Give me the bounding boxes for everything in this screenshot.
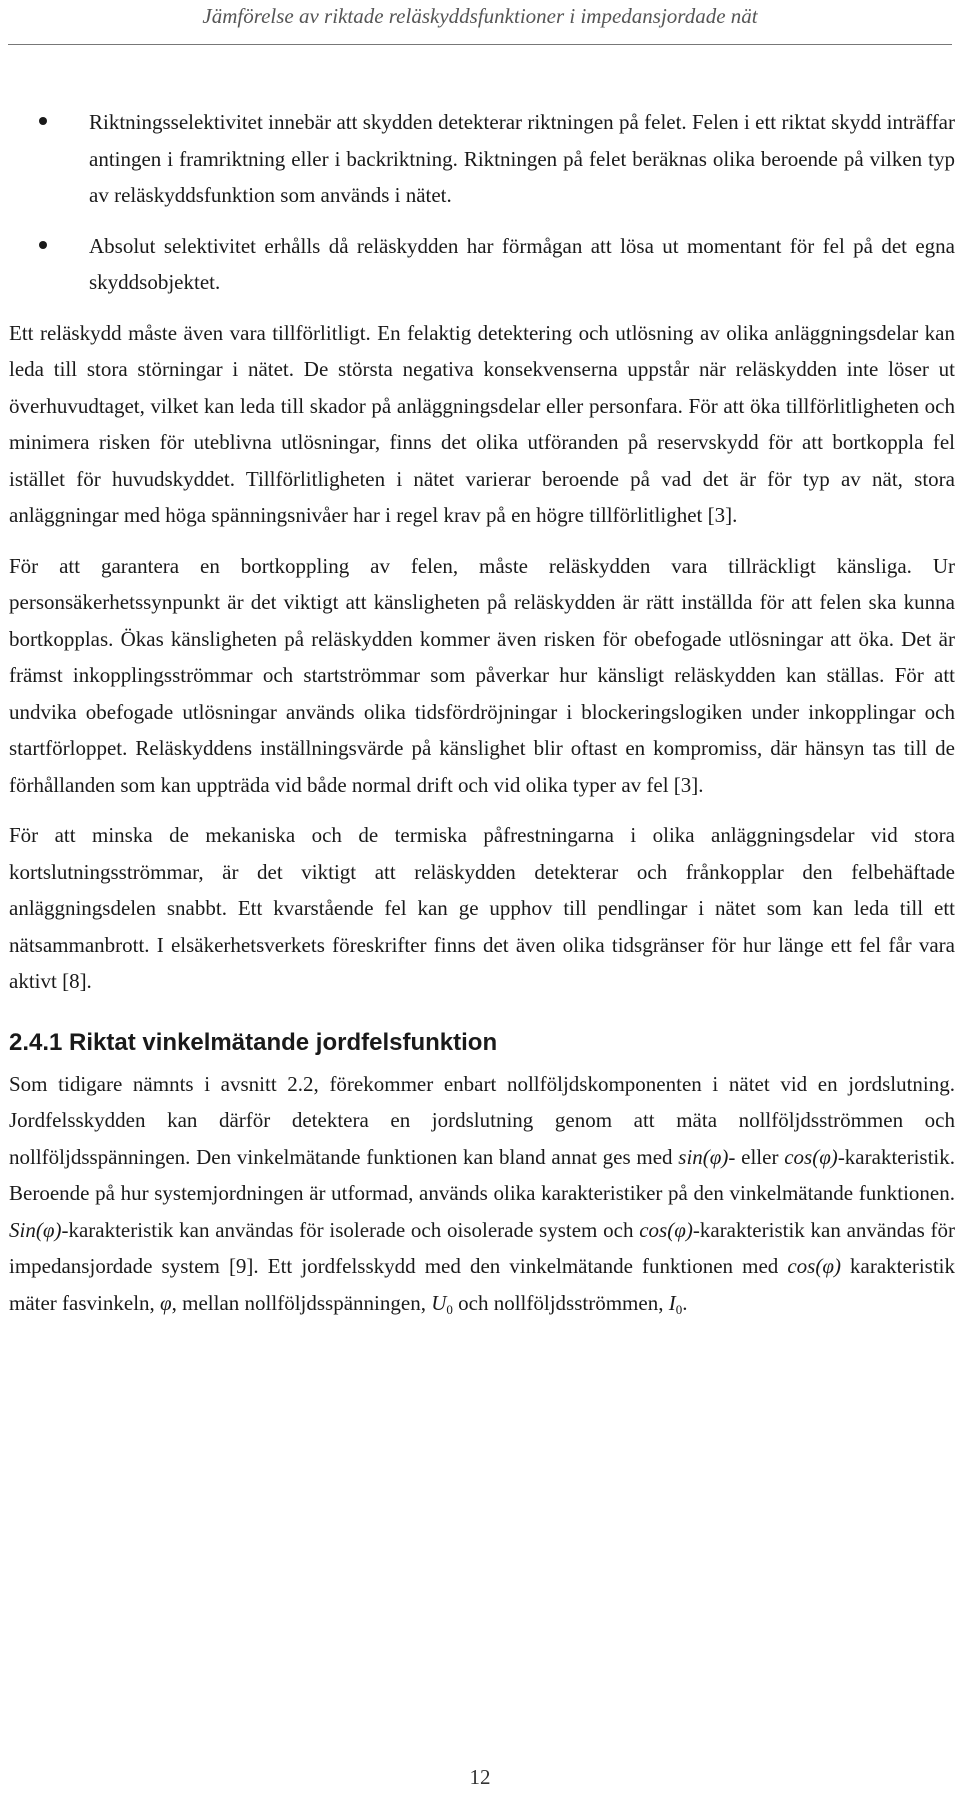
text-run: -karakteristik. Beroende på hur systemjordningen är utformad, används olika karakteristiker på den vinkelmätande funktionen.: [9, 1144, 956, 1205]
bullet-icon: [39, 241, 47, 249]
page-body: [9, 104, 955, 1321]
math-phi: φ: [160, 1290, 172, 1315]
bullet-item: [9, 228, 955, 301]
math-sin-phi: Sin(φ): [9, 1217, 62, 1242]
text-run: - eller: [728, 1144, 785, 1169]
text-run: -karakteristik kan användas för impedansjordade system [9]. Ett jordfelsskydd med den vinkelmätande funktionen med: [9, 1217, 955, 1278]
text-run: och nollföljdsströmmen,: [452, 1290, 669, 1315]
paragraph-directional-earth-fault: [9, 1066, 955, 1322]
running-header: Jämförelse av riktade reläskyddsfunktioner i impedansjordade nät: [202, 4, 758, 28]
text-run: .: [682, 1290, 688, 1315]
section-heading: 2.4.1 Riktat vinkelmätande jordfelsfunktion: [9, 1028, 498, 1056]
text-run: -karakteristik kan användas för isolerade och oisolerade system och: [61, 1217, 640, 1242]
math-cos-phi: cos(φ): [787, 1254, 841, 1278]
math-cos-phi: cos(φ): [784, 1144, 838, 1169]
math-subscript: 0: [446, 1301, 453, 1317]
bullet-item: [9, 104, 955, 214]
math-current-symbol: I: [668, 1290, 676, 1315]
bullet-icon: [39, 117, 47, 125]
math-sin-phi: sin(φ): [678, 1144, 729, 1169]
page-number: 12: [469, 1765, 491, 1789]
text-run: karakteristik mäter fasvinkeln,: [9, 1254, 955, 1315]
bullet-text: Riktningsselektivitet innebär att skydden detekterar riktningen på felet. Felen i ett riktat skydd inträffar antingen i framriktning eller i backriktning. Riktningen på felet beräknas olika beroende på vilken typ av reläskyddsfunktion som används i nätet.: [89, 110, 955, 207]
math-voltage-symbol: U: [431, 1290, 447, 1315]
bullet-text: Absolut selektivitet erhålls då reläskydden har förmågan att lösa ut momentant för fel på det egna skyddsobjektet.: [89, 233, 955, 294]
text-run: Som tidigare nämnts i avsnitt 2.2, förekommer enbart nollföljdskomponenten i nätet vid en jordslutning. Jordfelsskydden kan därför detektera en jordslutning genom att mäta nollföljdsströmmen och nollföljdsspänningen. Den vinkelmätande funktionen kan bland annat ges med: [9, 1071, 955, 1169]
bullet-list: [9, 104, 955, 301]
paragraph-speed: För att minska de mekaniska och de termiska påfrestningarna i olika anläggningsdelar vid stora kortslutningsströmmar, är det viktigt att reläskydden detekterar och frånkopplar den felbehäftade anläggningsdelen snabbt. Ett kvarstående fel kan ge upphov till pendlingar i nätet som kan leda till ett nätsammanbrott. I elsäkerhetsverkets föreskrifter finns det även olika tidsgränser för hur länge ett fel får vara aktivt [8].: [9, 823, 955, 993]
math-subscript: 0: [675, 1301, 683, 1317]
math-cos-phi: cos(φ): [639, 1217, 693, 1242]
header-divider: [8, 44, 952, 45]
paragraph-sensitivity: För att garantera en bortkoppling av felen, måste reläskydden vara tillräckligt känsliga. Ur personsäkerhetssynpunkt är det viktigt att känsligheten på reläskydden är rätt inställda för att felen ska kunna bortkopplas. Ökas känsligheten på reläskydden kommer även risken för obefogade utlösningar att öka. Det är främst inkopplingsströmmar och startströmmar som påverkar hur känsligt reläskydden kan ställas. För att undvika obefogade utlösningar används olika tidsfördröjningar i blockeringslogiken under inkopplingar och startförloppet. Reläskyddens inställningsvärde på känslighet blir oftast en kompromiss, där hänsyn tas till de förhållanden som kan uppträda vid både normal drift och vid olika typer av fel [3].: [9, 553, 955, 797]
paragraph-reliability: Ett reläskydd måste även vara tillförlitligt. En felaktig detektering och utlösning av olika anläggningsdelar kan leda till stora störningar i nätet. De största negativa konsekvenserna uppstår när reläskydden inte löser ut överhuvudtaget, vilket kan leda till skador på anläggningsdelar eller personfara. För att öka tillförlitligheten och minimera risken för uteblivna utlösningar, finns det olika utföranden på reservskydd för att bortkoppla fel istället för huvudskyddet. Tillförlitligheten i nätet varierar beroende på vad det är för typ av nät, stora anläggningar med höga spänningsnivåer har i regel krav på en högre tillförlitlighet [3].: [9, 320, 955, 527]
text-run: , mellan nollföljdsspänningen,: [171, 1290, 432, 1315]
